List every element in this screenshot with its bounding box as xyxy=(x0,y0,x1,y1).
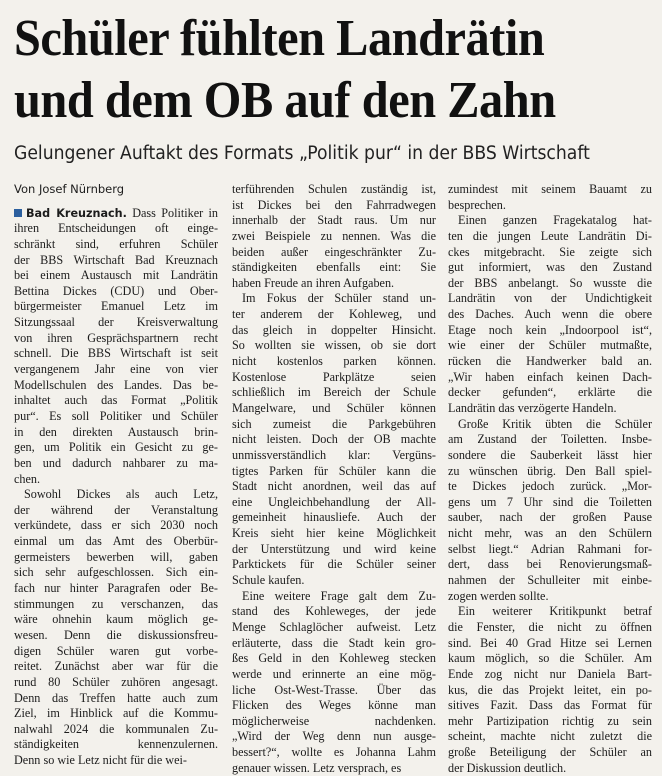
article-subheadline: Gelungener Auftakt des Formats „Politik pur“ in der BBS Wirtschaft xyxy=(14,143,590,164)
text-line: am Zustand der Toiletten. Insbe- xyxy=(448,432,652,447)
text-line: tigtes Parken für Schüler kann die xyxy=(232,463,436,478)
text-line: zumindest mit seinem Bauamt zu xyxy=(448,182,652,196)
text-column-1 xyxy=(14,182,219,768)
paragraph-marker-icon xyxy=(14,209,22,217)
text-line: nahmen der Schulleiter mit einbe- xyxy=(448,573,652,588)
text-line: schränkt sind, erfuhren Schüler xyxy=(14,236,218,251)
text-line: große Beteiligung der Schüler an xyxy=(448,745,652,760)
text-line: von ihren Gesprächspartnern recht xyxy=(14,330,218,345)
text-line: des Daches. Auch wenn die obere xyxy=(448,307,652,322)
text-line: bei einem Austausch mit Landrätin xyxy=(14,268,218,283)
text-line: digen Schüler waren gut vorbe- xyxy=(14,643,218,658)
text-line xyxy=(14,206,218,222)
text-line: rücken die Handwerker bald an. xyxy=(448,354,652,369)
text-line: möglicherweise nachdenken. xyxy=(232,713,436,728)
article-body xyxy=(14,182,654,775)
text-line: nalwahl 2024 die kommunalen Zu- xyxy=(14,721,218,736)
text-line: zogen werden sollte. xyxy=(448,588,549,603)
text-line: sondere die Sauberkeit lässt hier xyxy=(448,447,652,462)
text-line: der Unterstützung und wird keine xyxy=(232,541,436,556)
text-line: te Dickes jedoch zurück. „Mor- xyxy=(448,479,652,494)
text-line: Menge Schlaglöcher aufweist. Letz xyxy=(232,619,436,634)
text-line: einmal um das Amt des Oberbür- xyxy=(14,534,218,549)
text-line: wäre ohnehin kaum möglich ge- xyxy=(14,612,218,627)
text-line: bürgermeister Emanuel Letz im xyxy=(14,299,218,314)
text-line: reitet. Zunächst aber war für die xyxy=(14,659,218,674)
text-line: kus, die das Projekt leitet, ein po- xyxy=(448,682,652,697)
text-line: terführenden Schulen zuständig ist, xyxy=(232,182,436,196)
text-column-3 xyxy=(448,182,652,775)
text-line: gens um 7 Uhr sind die Toiletten xyxy=(448,494,652,509)
text-line: Ein weiterer Kritikpunkt betraf xyxy=(458,604,652,619)
text-line: Denn das Treffen hatte auch zum xyxy=(14,690,218,705)
text-line: Parktickets für die Schüler seiner xyxy=(232,557,436,572)
text-line: ckes mitgebracht. Sie zeigte sich xyxy=(448,244,652,259)
text-line: chen. xyxy=(14,471,41,486)
text-line: wie einer der Schüler mutmaßte, xyxy=(448,338,652,353)
text-line: schnell. Die BBS Wirtschaft ist seit xyxy=(14,346,218,361)
text-line: in den direkten Austausch brin- xyxy=(14,424,218,439)
text-line: gemeinheit hinausliefe. Auch der xyxy=(232,510,436,525)
text-line: liche Ost-West-Trasse. Über das xyxy=(232,682,436,697)
text-line: fach nur hinter Paragrafen oder Be- xyxy=(14,581,218,596)
text-line: Kostenlose Parkplätze seien xyxy=(232,369,436,384)
text-line: wesen. Denn die diskussionsfreu- xyxy=(14,627,218,642)
text-line: ten die jungen Leute Landrätin Di- xyxy=(448,228,652,243)
text-line: Stadt nicht anordnen, weil das auf xyxy=(232,479,436,494)
text-line: „Wird der Weg denn nun ausge- xyxy=(232,729,436,744)
text-line: Einen ganzen Fragekatalog hat- xyxy=(458,213,652,228)
text-line-content: Dass Politiker in xyxy=(132,205,219,220)
text-line: Mangelware, und Schüler können xyxy=(232,400,436,415)
text-line: verkündete, dass er sich 2030 noch xyxy=(14,518,218,533)
text-line: Denn so wie Letz nicht für die wei- xyxy=(14,753,187,768)
text-line: decker gefunden“, erklärte die xyxy=(448,385,652,400)
text-line: mehr Partizipation richtig zu sein xyxy=(448,713,652,728)
text-line: Bettina Dickes (CDU) und Ober- xyxy=(14,283,218,298)
text-line: Ende zog nicht nur Daniela Bart- xyxy=(448,666,652,681)
article-headline xyxy=(14,8,609,132)
text-line: werde und erinnerte an eine mög- xyxy=(232,666,436,681)
text-line: sind. Bei 40 Grad Hitze sei Lernen xyxy=(448,635,652,650)
text-line: scheint, machte nicht zuletzt die xyxy=(448,729,652,744)
text-line: germeisters bewerben will, gaben xyxy=(14,549,218,564)
text-line: genauer wissen. Letz versprach, es xyxy=(232,760,402,775)
byline: Von Josef Nürnberg xyxy=(14,182,125,196)
text-line: pur“. Es soll Politiker und Schüler xyxy=(14,408,218,423)
text-line: ihren Entscheidungen oft einge- xyxy=(14,221,218,236)
text-line: besprechen. xyxy=(448,197,506,212)
text-line: beiden außer eingeschränkter Zu- xyxy=(232,244,436,259)
text-line: Im Fokus der Schüler stand un- xyxy=(242,291,436,306)
text-line: zu wünschen übrig. Den Ball spiel- xyxy=(448,463,652,478)
text-line: Etage noch kein „Indoorpool ist“, xyxy=(448,322,652,337)
headline-line: Schüler fühlten Landrätin xyxy=(14,10,545,67)
text-line: Große Kritik übten die Schüler xyxy=(458,416,652,431)
text-line: zwei Beispiele zu nennen. Was die xyxy=(232,228,436,243)
text-line: rund 80 Schüler zuhören angesagt. xyxy=(14,674,218,689)
headline-line: und dem OB auf den Zahn xyxy=(14,72,556,129)
text-line: ist Dickes bei den Fahrradwegen xyxy=(232,197,436,212)
text-line: Modellschulen des Landes. Das be- xyxy=(14,377,218,392)
text-line: Ziel, im Hinblick auf die Kommu- xyxy=(14,706,218,721)
text-line: Kreis sieht hier keine Möglichkeit xyxy=(232,526,436,541)
text-line: kaum möglich, so die Schüler. Am xyxy=(448,651,652,666)
text-line: Landrätin von der Undichtigkeit xyxy=(448,291,652,306)
text-line: Sowohl Dickes als auch Letz, xyxy=(24,487,218,502)
text-line: bessert?“, wollte es Johanna Lahm xyxy=(232,745,436,760)
text-line: gut informiert, was den Zustand xyxy=(448,260,652,275)
dateline: Bad Kreuznach. xyxy=(26,206,127,220)
text-line: sauber, nach der großen Pause xyxy=(448,510,652,525)
text-line: schließlich im Bereich der Schule xyxy=(232,385,436,400)
text-line: ben und dadurch nahbarer zu ma- xyxy=(14,455,218,470)
text-line: die Fenster, die nicht zu öffnen xyxy=(448,619,652,634)
text-line: Schule kaufen. xyxy=(232,573,305,588)
text-line: selbst liegt.“ Adrian Rahmani for- xyxy=(448,541,652,556)
text-line: Landrätin das verzögerte Handeln. xyxy=(448,400,617,415)
text-line: Sitzungssaal der Kreisverwaltung xyxy=(14,315,218,330)
text-line: sitives Fazit. Dass das Format für xyxy=(448,698,652,713)
text-line: Flicken des Weges könne man xyxy=(232,698,436,713)
text-line: gen, um Politik ein Gesicht zu ge- xyxy=(14,440,218,455)
text-line: der während der Veranstaltung xyxy=(14,502,218,517)
text-line: nicht kostenlos parken können. xyxy=(232,354,436,369)
text-column-2 xyxy=(232,182,436,775)
text-line: sich zumeist die Parkgebühren xyxy=(232,416,436,431)
text-line: stimmungen zu verschanzen, das xyxy=(14,596,218,611)
text-line: So wollten sie wissen, ob sie dort xyxy=(232,338,436,353)
text-line: ständigkeiten kennenzulernen. xyxy=(14,737,218,752)
text-line: haben Freude an ihren Aufgaben. xyxy=(232,275,395,290)
text-line: erläuterte, dass die Stadt kein gro- xyxy=(232,635,436,650)
text-line: der BBS anbelangt. So wusste die xyxy=(448,275,652,290)
text-line: sich sehr aufgeschlossen. Sich ein- xyxy=(14,565,218,580)
text-line: der BBS Wirtschaft Bad Kreuznach xyxy=(14,252,218,267)
text-line: unmissverständlich klar: Vergüns- xyxy=(232,447,436,462)
text-line: das gleich in doppelter Hinsicht. xyxy=(232,322,436,337)
text-line: ständigkeiten ebenfalls eint: Sie xyxy=(232,260,436,275)
text-line: nicht leisten. Doch der OB machte xyxy=(232,432,436,447)
text-line: Eine weitere Frage galt dem Zu- xyxy=(242,588,436,603)
text-line: inhaltet auch das Format „Politik xyxy=(14,393,218,408)
text-line: dert, dass bei Renovierungsmaß- xyxy=(448,557,652,572)
text-line: ter anderem der Kohleweg, und xyxy=(232,307,436,322)
text-line: eine Ungleichbehandlung der All- xyxy=(232,494,436,509)
text-line: vergangenem Jahr eine von vier xyxy=(14,362,218,377)
text-line: innerhalb der Stadt raus. Um nur xyxy=(232,213,436,228)
text-line: stand des Kohleweges, der jede xyxy=(232,604,436,619)
text-line: der Diskussion deutlich. xyxy=(448,760,567,775)
text-line: „Wir haben einfach keinen Dach- xyxy=(448,369,652,384)
text-line: nicht mehr, was an den Schülern xyxy=(448,526,652,541)
text-line: ßes Geld in den Kohleweg stecken xyxy=(232,651,436,666)
